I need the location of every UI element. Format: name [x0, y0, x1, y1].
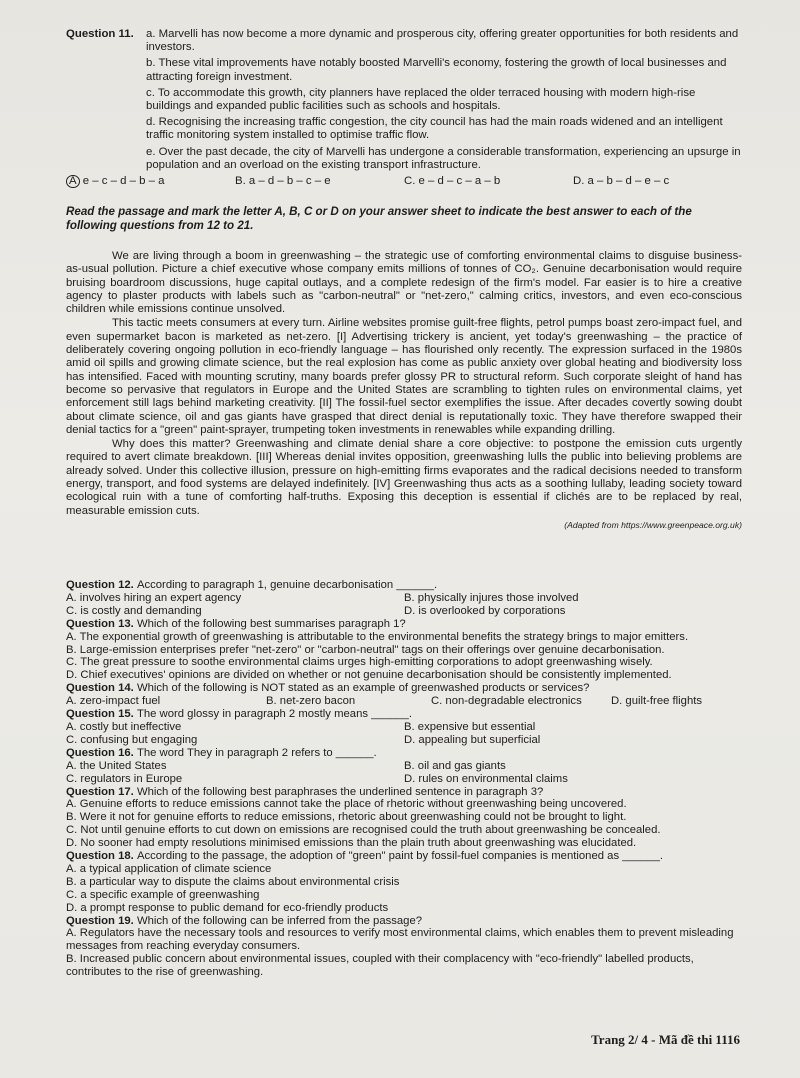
paragraph-2: This tactic meets consumers at every turn. Airline websites promise guilt-free flights, petrol pumps boast zero-impact fuel, and even supermarket bacon is marketed as net-zero. [I] Advertising trickery is ancient, yet today's greenwashing – the practice of deliberately covering ongoing pollution in eco-friendly language – has flourished only recently. The expression surfaced in the 1980s amid oil spills and growing climate science, but the real explosion has come as public anxiety over global heating and biodiversity loss has intensified. Faced with mounting scrutiny, many boards prefer glossy PR to structural reform. Such corporate sleight of hand has become so pervasive that regulators in Europe and the United States are scrambling to tighten rules on environmental claims, yet enforcement still lags behind marketing creativity. [II] The fossil-fuel sector exemplifies the issue. After decades covertly sowing doubt about climate science, oil and gas giants have grasped that direct denial is reputationally toxic. They have therefore swapped their denial tactics for a "green" paint-sprayer, trumpeting token investments in renewables while expanding drilling.	[66, 317, 742, 436]
question-text: Which of the following is NOT stated as an example of greenwashed products or services?	[136, 682, 590, 695]
question-11-item-d: d. Recognising the increasing traffic congestion, the city council has had the main roads widened and an intelligent traffic monitoring system installed to optimise traffic flow.	[146, 116, 723, 142]
option-c[interactable]: C. Not until genuine efforts to cut down on emissions are recognised could the truth about greenwashing be concealed.	[66, 824, 661, 837]
question-17	[66, 786, 742, 851]
option-a-text: e – c – d – b – a	[79, 175, 165, 188]
option-d[interactable]: D. rules on environmental claims	[404, 772, 568, 785]
option-b[interactable]: B. a particular way to dispute the claims about environmental crisis	[66, 875, 400, 888]
question-options	[66, 631, 742, 683]
question-options	[66, 798, 742, 850]
question-options	[66, 760, 742, 786]
option-c[interactable]: C. is costly and demanding	[66, 604, 202, 617]
option-b[interactable]: B. Large-emission enterprises prefer "net-zero" or "carbon-neutral" tags on their offerings over genuine decarbonisation.	[66, 643, 665, 656]
question-options	[66, 927, 742, 979]
question-text: According to paragraph 1, genuine decarbonisation ______.	[136, 579, 438, 591]
question-18	[66, 850, 742, 915]
option-b[interactable]: B. oil and gas giants	[404, 759, 506, 772]
question-options	[66, 863, 742, 915]
question-stem	[66, 708, 742, 721]
question-text: According to the passage, the adoption of "green" paint by fossil-fuel companies is mentioned as ______.	[136, 850, 664, 863]
question-text: Which of the following best paraphrases the underlined sentence in paragraph 3?	[136, 785, 544, 798]
question-text: The word They in paragraph 2 refers to ______.	[136, 746, 377, 759]
questions-12-19	[66, 579, 742, 979]
question-stem	[66, 682, 742, 695]
question-label: Question 12.	[66, 579, 137, 591]
option-a[interactable]: A. involves hiring an expert agency	[66, 591, 242, 604]
question-14	[66, 682, 742, 708]
answer-mark-circle: A	[66, 175, 80, 188]
option-b[interactable]: B. Were it not for genuine efforts to reduce emissions, rhetoric about greenwashing could not be brought to light.	[66, 811, 627, 824]
option-d[interactable]: D. Chief executives' opinions are divided on whether or not genuine decarbonisation should be consistently implemented.	[66, 669, 672, 682]
question-11	[66, 28, 742, 188]
option-d[interactable]: D. a – b – d – e – c	[573, 175, 670, 188]
reading-instruction: Read the passage and mark the letter A, B, C or D on your answer sheet to indicate the best answer to each of the following questions from 12 to 21.	[66, 205, 692, 232]
paragraph-1: We are living through a boom in greenwashing – the strategic use of comforting environmental claims to disguise business-as-usual pollution. Picture a chief executive whose company emits millions of tonnes of CO₂. Genuine decarbonisation would require bruising boardroom discussions, huge capital outlays, and a complete redesign of the firm's model. Far easier is to hire a creative agency to plaster products with labels such as "carbon-neutral" or "net-zero," calming critics, investors, and even eco-conscious children while emissions continue unsolved.	[66, 250, 742, 316]
question-options	[66, 695, 742, 708]
question-11-item-e: e. Over the past decade, the city of Marvelli has undergone a considerable transformation, experiencing an upsurge in population and an overload on the existing transport infrastructure.	[146, 145, 741, 171]
question-11-item-c: c. To accommodate this growth, city planners have replaced the older terraced housing with modern high-rise buildings and expanded public facilities such as schools and hospitals.	[146, 86, 696, 113]
option-b[interactable]: B. Increased public concern about environmental issues, coupled with their complacency with "eco-friendly" labelled products, contributes to the rise of greenwashing.	[66, 953, 694, 979]
option-c[interactable]: C. confusing but engaging	[66, 733, 198, 746]
option-d[interactable]: D. No sooner had empty resolutions minimised emissions than the plain truth about greenwashing was elucidated.	[66, 837, 637, 850]
question-label: Question 18.	[66, 850, 137, 863]
option-a[interactable]: A. a typical application of climate science	[66, 862, 272, 875]
question-label: Question 14.	[66, 682, 137, 695]
option-d[interactable]: D. appealing but superficial	[404, 733, 541, 746]
question-label: Question 19.	[66, 914, 137, 927]
option-c[interactable]: C. a specific example of greenwashing	[66, 888, 260, 901]
question-16	[66, 747, 742, 786]
question-stem	[66, 915, 742, 928]
question-label: Question 17.	[66, 785, 137, 798]
question-text: The word glossy in paragraph 2 mostly means ______.	[136, 708, 412, 721]
option-c[interactable]: C. The great pressure to soothe environmental claims urges high-emitting corporations to adopt greenwashing wisely.	[66, 656, 653, 669]
option-d[interactable]: D. is overlooked by corporations	[404, 604, 566, 617]
question-label: Question 13.	[66, 617, 137, 630]
question-text: Which of the following can be inferred from the passage?	[136, 914, 423, 927]
question-stem	[66, 579, 742, 592]
option-b[interactable]: B. net-zero bacon	[266, 695, 356, 708]
question-11-label: Question 11.	[66, 28, 134, 40]
question-label: Question 16.	[66, 746, 137, 759]
question-11-item-a: a. Marvelli has now become a more dynamic and prosperous city, offering greater opportunities for both residents and investors.	[146, 28, 739, 54]
option-c[interactable]: C. e – d – c – a – b	[404, 175, 501, 188]
option-a[interactable]: A. Genuine efforts to reduce emissions cannot take the place of rhetoric without greenwashing being uncovered.	[66, 798, 627, 811]
reading-passage	[66, 250, 742, 532]
question-stem	[66, 747, 742, 760]
question-label: Question 15.	[66, 708, 137, 721]
option-a[interactable]: A. zero-impact fuel	[66, 695, 161, 708]
question-text: Which of the following best summarises paragraph 1?	[136, 617, 406, 630]
question-11-item-b: b. These vital improvements have notably boosted Marvelli's economy, fostering the growth of local businesses and attracting foreign investment.	[146, 57, 727, 83]
option-a[interactable]: A. The exponential growth of greenwashing is attributable to the environmental benefits the strategy brings to major emitters.	[66, 630, 689, 643]
option-c[interactable]: C. regulators in Europe	[66, 772, 183, 785]
question-stem	[66, 786, 742, 799]
question-stem	[66, 850, 742, 863]
option-a[interactable]: A. Regulators have the necessary tools and resources to verify most environmental claims, which enables them to prevent misleading messages from reaching everyday consumers.	[66, 927, 734, 953]
question-options	[66, 721, 742, 747]
question-stem	[66, 618, 742, 631]
option-c[interactable]: C. non-degradable electronics	[431, 695, 582, 708]
option-a[interactable]: A. costly but ineffective	[66, 720, 182, 733]
question-12	[66, 579, 742, 618]
option-d[interactable]: D. a prompt response to public demand for eco-friendly products	[66, 901, 389, 914]
question-19	[66, 915, 742, 980]
question-13	[66, 618, 742, 683]
option-a[interactable]: A. the United States	[66, 759, 167, 772]
option-a[interactable]	[66, 175, 235, 188]
question-options	[66, 592, 742, 618]
page-footer: Trang 2/ 4 - Mã đề thi 1116	[591, 1032, 740, 1047]
option-b[interactable]: B. a – d – b – c – e	[235, 175, 331, 188]
question-15	[66, 708, 742, 747]
option-b[interactable]: B. physically injures those involved	[404, 591, 579, 604]
passage-source: (Adapted from https://www.greenpeace.org.uk)	[564, 519, 742, 530]
question-11-items	[146, 28, 742, 172]
paragraph-3: Why does this matter? Greenwashing and climate denial share a core objective: to postpone the emission cuts urgently required to avert climate breakdown. [III] Whereas denial invites opposition, greenwashing lulls the public into believing problems are already solved. Under this collective illusion, pressure on high-emitting firms evaporates and the radical decisions needed to transform energy, transport, and food systems are delayed indefinitely. [IV] Greenwashing thus acts as a soothing lullaby, leading society toward ecological ruin with a tune of comforting half-truths. Exposing this deception is essential if clichés are to be replaced by real, measurable emission cuts.	[66, 438, 742, 517]
option-d[interactable]: D. guilt-free flights	[611, 695, 703, 708]
option-b[interactable]: B. expensive but essential	[404, 720, 536, 733]
question-11-options	[66, 175, 742, 188]
